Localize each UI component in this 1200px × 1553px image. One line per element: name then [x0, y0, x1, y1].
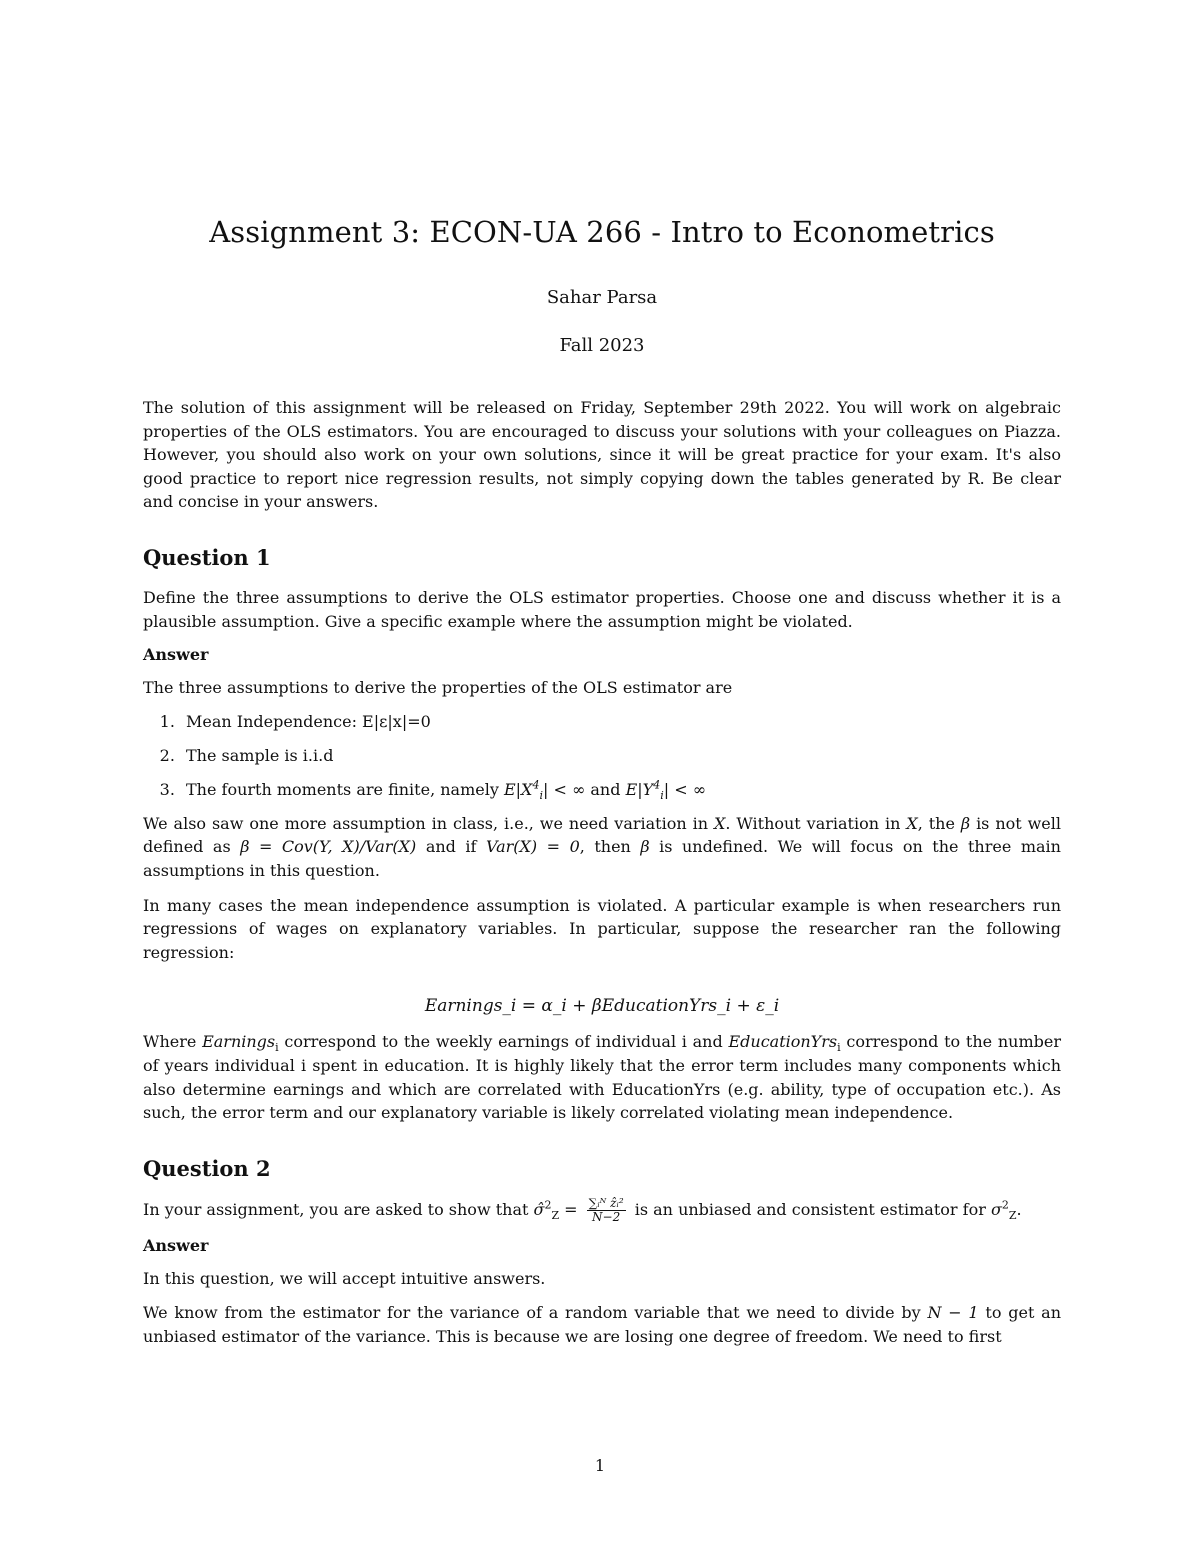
assumption-3-prefix: The fourth moments are finite, namely [186, 779, 499, 799]
regression-equation: Earnings_i = α_i + βEducationYrs_i + ε_i [424, 996, 780, 1017]
assumption-item-3 [180, 778, 1061, 801]
assumption-2-text: The sample is i.i.d [186, 745, 334, 765]
question-1-prompt: Define the three assumptions to derive the OLS estimator properties. Choose one and discuss whether it is a plausible assumption. Give a specific example where the assumption might be violated. [143, 587, 1061, 631]
fourth-moment-y-math: $E|Y^4_i|$ < ∞ [625, 778, 707, 802]
page-number: 1 [594, 1456, 606, 1475]
variance-estimator-fraction: $\frac{\text{∑ᵢᴺ ẑᵢ²}}{N-2}$ [588, 1195, 624, 1224]
assumption-1-text: Mean Independence: E|ε|x|=0 [186, 711, 431, 731]
intro-paragraph: The solution of this assignment will be released on Friday, September 29th 2022. You will work on algebraic properties of the OLS estimators. You are encouraged to discuss your solutions with your colleagues on Piazza. However, you should also work on your own solutions, since it will be great practice for your exam. It's also good practice to report nice regression results, not simply copying down the tables generated by R. Be clear and concise in your answers. [143, 398, 1061, 512]
assumption-list [143, 710, 1061, 801]
assumption-3-and: and [590, 779, 621, 799]
page-content [143, 212, 1061, 1348]
author-name: Sahar Parsa [546, 287, 658, 308]
fourth-moment-x-math: $E|X^4_i|$ < ∞ [503, 778, 586, 802]
assumption-item-2 [180, 744, 1061, 767]
question-1-answer-heading: Answer [143, 645, 209, 665]
page-title: Assignment 3: ECON-UA 266 - Intro to Econometrics [209, 215, 995, 249]
assumption-item-1 [180, 710, 1061, 733]
question-2-answer-heading: Answer [143, 1235, 209, 1255]
question-2-answer-intro: In this question, we will accept intuitive answers. [143, 1268, 546, 1288]
question-2-heading: Question 2 [143, 1155, 271, 1181]
estimator-paragraph: We know from the estimator for the variance of a random variable that we need to divide by N − 1 to get an unbiased estimator of the variance. This is because we are losing one degree of freedom. We need to first [143, 1303, 1061, 1346]
question-2-prompt: In your assignment, you are asked to show that σ̂$^2_Z$ = $\frac{\text{∑ᵢᴺ ẑᵢ²}}{N-2}$ is an unbiased and consistent estimator for $\sigma^2_Z$. [143, 1195, 1022, 1224]
where-paragraph: Where Earnings$_i$ correspond to the weekly earnings of individual i and EducationYrs$_i$ correspond to the number of years individual i spent in education. It is highly likely that the error term includes many components which also determine earnings and which are correlated with EducationYrs (e.g. ability, type of occupation etc.). As such, the error term and our explanatory variable is likely correlated violating mean independence. [143, 1032, 1061, 1123]
document-date: Fall 2023 [559, 335, 645, 356]
variation-paragraph: We also saw one more assumption in class, i.e., we need variation in X. Without variation in X, the β is not well defined as β = Cov(Y, X)/Var(X) and if Var(X) = 0, then β is undefined. We will focus on the three main assumptions in this question. [143, 813, 1062, 880]
question-1-heading: Question 1 [143, 544, 271, 570]
violation-paragraph: In many cases the mean independence assumption is violated. A particular example is when researchers run regressions of wages on explanatory variables. In particular, suppose the researcher ran the following regression: [143, 895, 1061, 962]
question-1-answer-intro: The three assumptions to derive the properties of the OLS estimator are [143, 678, 733, 698]
